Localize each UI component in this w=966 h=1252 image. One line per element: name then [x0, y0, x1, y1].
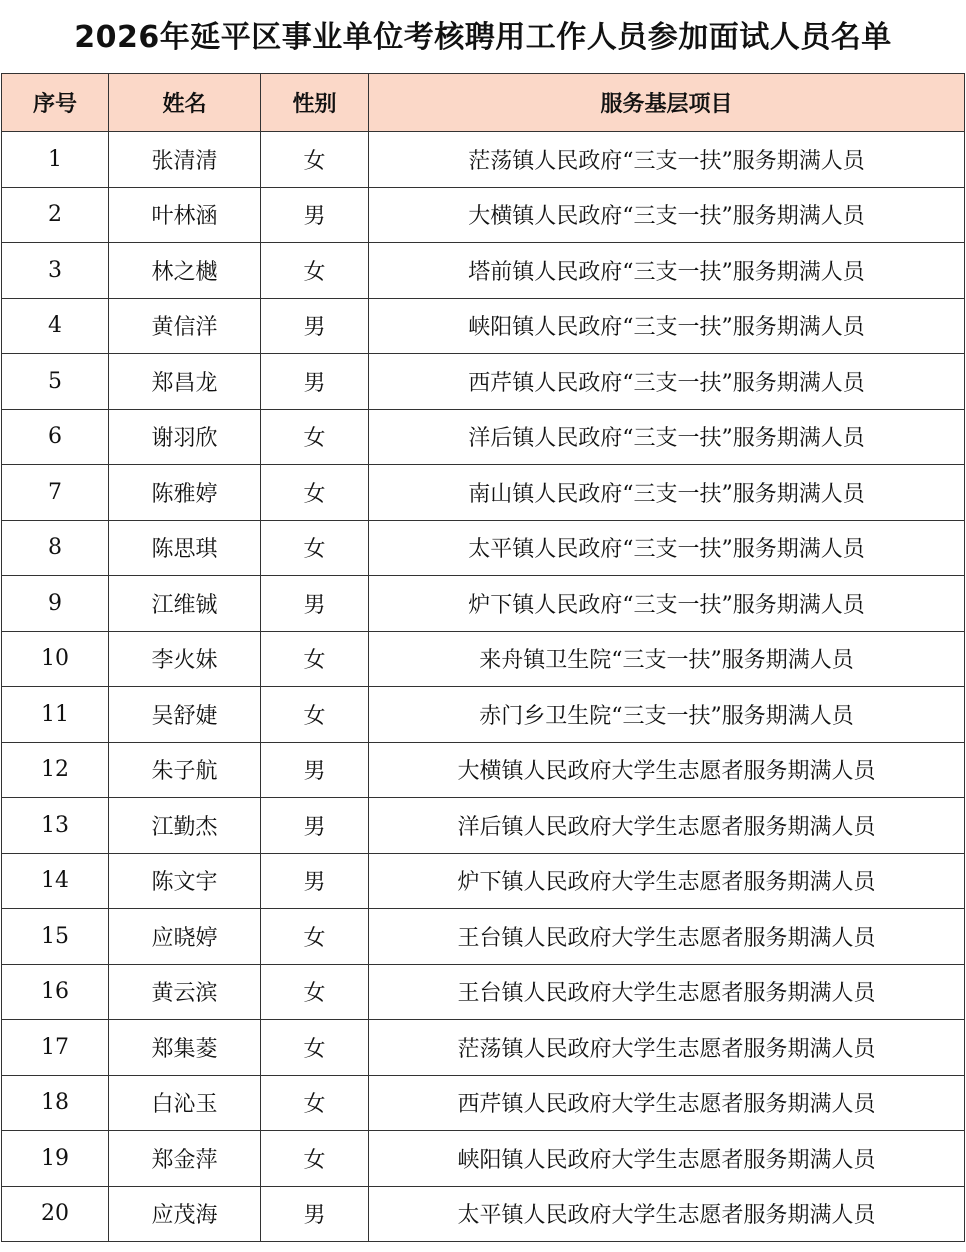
cell-name: 郑昌龙	[109, 354, 261, 410]
cell-name: 张清清	[109, 132, 261, 188]
cell-project: 洋后镇人民政府“三支一扶”服务期满人员	[369, 409, 965, 465]
cell-sex: 男	[261, 742, 369, 798]
cell-project: 南山镇人民政府“三支一扶”服务期满人员	[369, 465, 965, 521]
table-body	[2, 132, 965, 1242]
cell-sex: 女	[261, 1020, 369, 1076]
cell-no: 13	[2, 798, 109, 854]
cell-no: 17	[2, 1020, 109, 1076]
cell-project: 大横镇人民政府“三支一扶”服务期满人员	[369, 187, 965, 243]
table-row	[2, 576, 965, 632]
cell-sex: 男	[261, 354, 369, 410]
cell-no: 1	[2, 132, 109, 188]
cell-name: 李火妹	[109, 631, 261, 687]
cell-project: 炉下镇人民政府大学生志愿者服务期满人员	[369, 853, 965, 909]
table-row	[2, 132, 965, 188]
table-row	[2, 187, 965, 243]
cell-no: 3	[2, 243, 109, 299]
cell-no: 11	[2, 687, 109, 743]
cell-project: 太平镇人民政府“三支一扶”服务期满人员	[369, 520, 965, 576]
column-header-project: 服务基层项目	[369, 74, 965, 132]
cell-name: 朱子航	[109, 742, 261, 798]
cell-project: 茫荡镇人民政府“三支一扶”服务期满人员	[369, 132, 965, 188]
cell-project: 峡阳镇人民政府“三支一扶”服务期满人员	[369, 298, 965, 354]
cell-no: 18	[2, 1075, 109, 1131]
cell-sex: 女	[261, 964, 369, 1020]
cell-sex: 女	[261, 243, 369, 299]
cell-project: 西芹镇人民政府“三支一扶”服务期满人员	[369, 354, 965, 410]
cell-no: 5	[2, 354, 109, 410]
cell-no: 16	[2, 964, 109, 1020]
cell-project: 西芹镇人民政府大学生志愿者服务期满人员	[369, 1075, 965, 1131]
cell-no: 15	[2, 909, 109, 965]
table-row	[2, 465, 965, 521]
document-title: 2026年延平区事业单位考核聘用工作人员参加面试人员名单	[74, 20, 892, 55]
cell-name: 林之樾	[109, 243, 261, 299]
cell-no: 19	[2, 1131, 109, 1187]
table-row	[2, 631, 965, 687]
table-row	[2, 742, 965, 798]
cell-no: 8	[2, 520, 109, 576]
cell-project: 塔前镇人民政府“三支一扶”服务期满人员	[369, 243, 965, 299]
table-row	[2, 909, 965, 965]
table-row	[2, 798, 965, 854]
cell-name: 吴舒婕	[109, 687, 261, 743]
cell-name: 江勤杰	[109, 798, 261, 854]
cell-sex: 男	[261, 576, 369, 632]
cell-sex: 男	[261, 798, 369, 854]
cell-sex: 男	[261, 853, 369, 909]
table-row	[2, 354, 965, 410]
cell-sex: 女	[261, 520, 369, 576]
cell-name: 黄信洋	[109, 298, 261, 354]
cell-name: 叶林涵	[109, 187, 261, 243]
cell-project: 茫荡镇人民政府大学生志愿者服务期满人员	[369, 1020, 965, 1076]
cell-project: 峡阳镇人民政府大学生志愿者服务期满人员	[369, 1131, 965, 1187]
cell-project: 来舟镇卫生院“三支一扶”服务期满人员	[369, 631, 965, 687]
cell-sex: 女	[261, 409, 369, 465]
cell-no: 14	[2, 853, 109, 909]
table-row	[2, 853, 965, 909]
cell-sex: 女	[261, 1131, 369, 1187]
cell-sex: 女	[261, 132, 369, 188]
cell-name: 陈文宇	[109, 853, 261, 909]
cell-sex: 女	[261, 909, 369, 965]
cell-no: 9	[2, 576, 109, 632]
cell-no: 4	[2, 298, 109, 354]
cell-sex: 女	[261, 687, 369, 743]
cell-name: 黄云滨	[109, 964, 261, 1020]
header-row	[2, 74, 965, 132]
table-row	[2, 409, 965, 465]
cell-project: 大横镇人民政府大学生志愿者服务期满人员	[369, 742, 965, 798]
cell-sex: 男	[261, 298, 369, 354]
table-row	[2, 520, 965, 576]
column-header-no: 序号	[2, 74, 109, 132]
cell-no: 7	[2, 465, 109, 521]
cell-project: 王台镇人民政府大学生志愿者服务期满人员	[369, 909, 965, 965]
cell-sex: 女	[261, 465, 369, 521]
cell-project: 太平镇人民政府大学生志愿者服务期满人员	[369, 1186, 965, 1242]
table-row	[2, 1131, 965, 1187]
cell-name: 应茂海	[109, 1186, 261, 1242]
cell-name: 应晓婷	[109, 909, 261, 965]
column-header-name: 姓名	[109, 74, 261, 132]
cell-name: 江维铖	[109, 576, 261, 632]
cell-name: 谢羽欣	[109, 409, 261, 465]
cell-name: 郑金萍	[109, 1131, 261, 1187]
table-header	[2, 74, 965, 132]
cell-no: 2	[2, 187, 109, 243]
table-row	[2, 1186, 965, 1242]
cell-no: 20	[2, 1186, 109, 1242]
cell-project: 洋后镇人民政府大学生志愿者服务期满人员	[369, 798, 965, 854]
interview-list-table	[1, 73, 965, 1242]
table-row	[2, 243, 965, 299]
table-row	[2, 1020, 965, 1076]
cell-sex: 女	[261, 1075, 369, 1131]
column-header-sex: 性别	[261, 74, 369, 132]
cell-sex: 男	[261, 187, 369, 243]
cell-name: 陈雅婷	[109, 465, 261, 521]
cell-sex: 女	[261, 631, 369, 687]
cell-project: 王台镇人民政府大学生志愿者服务期满人员	[369, 964, 965, 1020]
cell-name: 郑集菱	[109, 1020, 261, 1076]
table-row	[2, 298, 965, 354]
cell-project: 赤门乡卫生院“三支一扶”服务期满人员	[369, 687, 965, 743]
cell-project: 炉下镇人民政府“三支一扶”服务期满人员	[369, 576, 965, 632]
cell-no: 6	[2, 409, 109, 465]
cell-sex: 男	[261, 1186, 369, 1242]
cell-name: 白沁玉	[109, 1075, 261, 1131]
cell-name: 陈思琪	[109, 520, 261, 576]
cell-no: 10	[2, 631, 109, 687]
cell-no: 12	[2, 742, 109, 798]
table-row	[2, 687, 965, 743]
table-row	[2, 964, 965, 1020]
table-row	[2, 1075, 965, 1131]
